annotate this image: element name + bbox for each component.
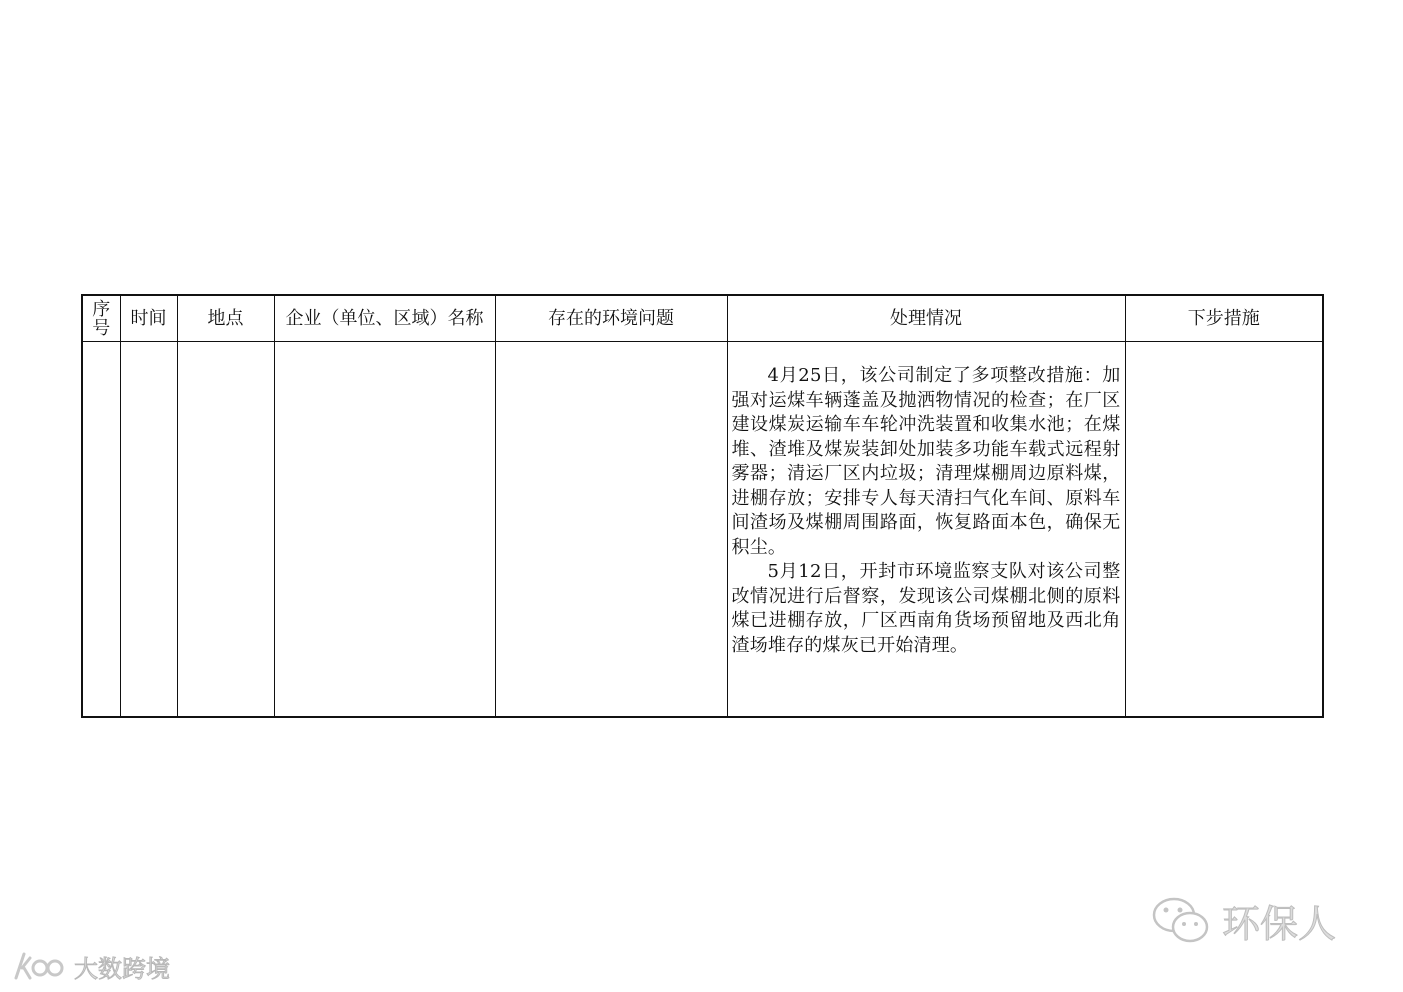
- watermark-right: [1150, 893, 1336, 948]
- k100-logo-icon: [12, 948, 68, 984]
- cell-place: [177, 342, 274, 718]
- header-place: 地点: [177, 295, 274, 342]
- handling-paragraph-2: 5月12日，开封市环境监察支队对该公司整改情况进行后督察，发现该公司煤棚北侧的原料煤已进棚存放，厂区西南角货场预留地及西北角渣场堆存的煤灰已开始清理。: [731, 561, 1121, 656]
- header-seq: [82, 295, 120, 342]
- header-handling: 处理情况: [727, 295, 1125, 342]
- watermark-right-text: 环保人: [1222, 902, 1337, 946]
- header-seq-line2: 号: [92, 317, 111, 339]
- handling-paragraph-1: 4月25日，该公司制定了多项整改措施：加强对运煤车辆蓬盖及抛洒物情况的检查；在厂区建设煤炭运输车车轮冲洗装置和收集水池；在煤堆、渣堆及煤炭装卸处加装多功能车载式远程射雾器；清运厂区内垃圾；清理煤棚周边原料煤，进棚存放；安排专人每天清扫气化车间、原料车间渣场及煤棚周围路面，恢复路面本色，确保无积尘。: [731, 365, 1121, 558]
- table-row: [82, 342, 1323, 718]
- header-seq-line1: 序: [92, 298, 111, 320]
- header-next-steps: 下步措施: [1125, 295, 1323, 342]
- header-time: 时间: [120, 295, 177, 342]
- cell-company: [274, 342, 495, 718]
- report-table: [81, 294, 1324, 718]
- cell-time: [120, 342, 177, 718]
- header-row: [82, 295, 1323, 342]
- watermark-left: [12, 948, 170, 984]
- wechat-icon: [1150, 895, 1212, 947]
- cell-next-steps: [1125, 342, 1323, 718]
- header-company: 企业（单位、区域）名称: [274, 295, 495, 342]
- watermark-left-text: 大数跨境: [74, 954, 170, 983]
- cell-problem: [495, 342, 727, 718]
- header-problem: 存在的环境问题: [495, 295, 727, 342]
- cell-seq: [82, 342, 120, 718]
- cell-handling: [727, 342, 1125, 718]
